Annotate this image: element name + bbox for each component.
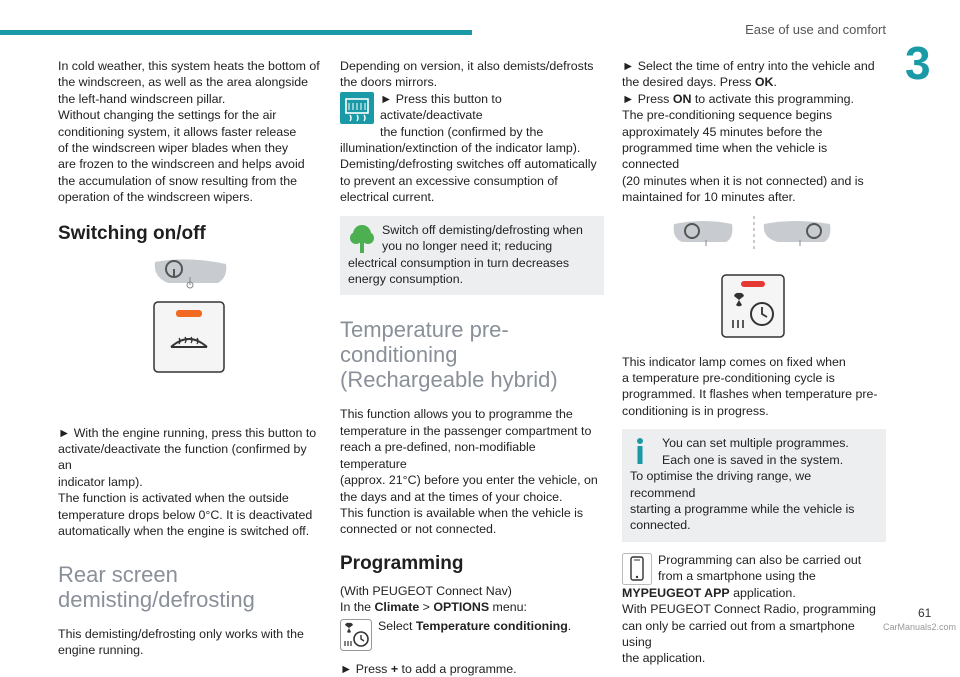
preconditioning-icon (721, 274, 785, 338)
header-accent-bar (0, 30, 472, 35)
programming-steps: (With PEUGEOT Connect Nav) In the Climate > OPTIONS menu: Select Temperature conditioning. ► Press + to add a programme. (340, 583, 572, 676)
preconditioning-lamp-figure (622, 212, 886, 342)
info-icon (630, 436, 656, 466)
chapter-number: 3 (905, 37, 931, 89)
programming-continued: ► Select the time of entry into the vehicle and the desired days. Press OK. ► Press ON to activate this programming. The pre-conditioning sequence begins approximately 45 minutes before the programmed time when the vehicle is connected (20 minutes when it is not connected) and is maintained for 10 minutes after. (622, 59, 875, 205)
smartphone-icon (622, 553, 652, 585)
chapter-title: Ease of use and comfort (745, 22, 886, 37)
rear-screen-text: This demisting/defrosting only works with the engine running. (58, 626, 304, 657)
heading-programming: Programming (340, 552, 464, 574)
preconditioning-text: This function allows you to programme the temperature in the passenger compartment to reach a pre-defined, non-modifiable temperature (approx. 21°C) before you enter the vehicle, on the days and at the times of your choice. This function is available when the vehicle is connected or not connected. (340, 407, 598, 537)
preconditioning-icon (340, 619, 372, 651)
heading-rear-screen: Rear screen demisting/defrosting (58, 561, 255, 612)
windscreen-heating-icon (153, 301, 225, 373)
mirrors-paragraph: Depending on version, it also demists/defrosts the doors mirrors. (340, 59, 594, 90)
column-3 (622, 58, 886, 667)
rear-demist-icon (340, 92, 374, 124)
rear-demist-step: ► Press this button to activate/deactivate the function (confirmed by the illumination/extinction of the indicator lamp). Demisting/defrosting switches off automatically to prevent an excessive consumption of electrical current. (340, 91, 597, 205)
column-2 (340, 58, 604, 677)
column-1 (58, 58, 320, 658)
eco-note: Switch off demisting/defrosting when you no longer need it; reducing electrical consumption in turn decreases energy consumption. (340, 216, 604, 296)
watermark: CarManuals2.com (882, 622, 956, 632)
heading-preconditioning: Temperature pre-conditioning (Rechargeable hybrid) (340, 317, 558, 393)
intro-paragraph: In cold weather, this system heats the bottom of the windscreen, as well as the area alongside the left-hand windscreen pillar. Without changing the settings for the air conditioning system, it allows faster release of the windscreen wiper blades when they are frozen to the windscreen and helps avoid the accumulation of snow resulting from the operation of the windscreen wipers. (58, 59, 320, 205)
eco-tree-icon (348, 223, 376, 255)
windscreen-heating-figure (58, 259, 320, 419)
smartphone-note: Programming can also be carried out from a smartphone using the MYPEUGEOT APP application. With PEUGEOT Connect Radio, programming can only be carried out from a smartphone using the application. (622, 552, 876, 666)
heading-switching: Switching on/off (58, 222, 206, 244)
switch-step: ► With the engine running, press this button to activate/deactivate the function (confirmed by an indicator lamp). The function is activated when the outside temperature drops below 0°C. It is deactivated automatically when the engine is switched off. (58, 425, 317, 539)
info-note: You can set multiple programmes. Each one is saved in the system. To optimise the driving range, we recommend starting a programme while the vehicle is connected. (622, 429, 886, 541)
lamp-description: This indicator lamp comes on fixed when a temperature pre-conditioning cycle is programmed. It flashes when temperature pre- conditioning is in progress. (622, 354, 878, 418)
page-number: 61 (918, 606, 932, 620)
